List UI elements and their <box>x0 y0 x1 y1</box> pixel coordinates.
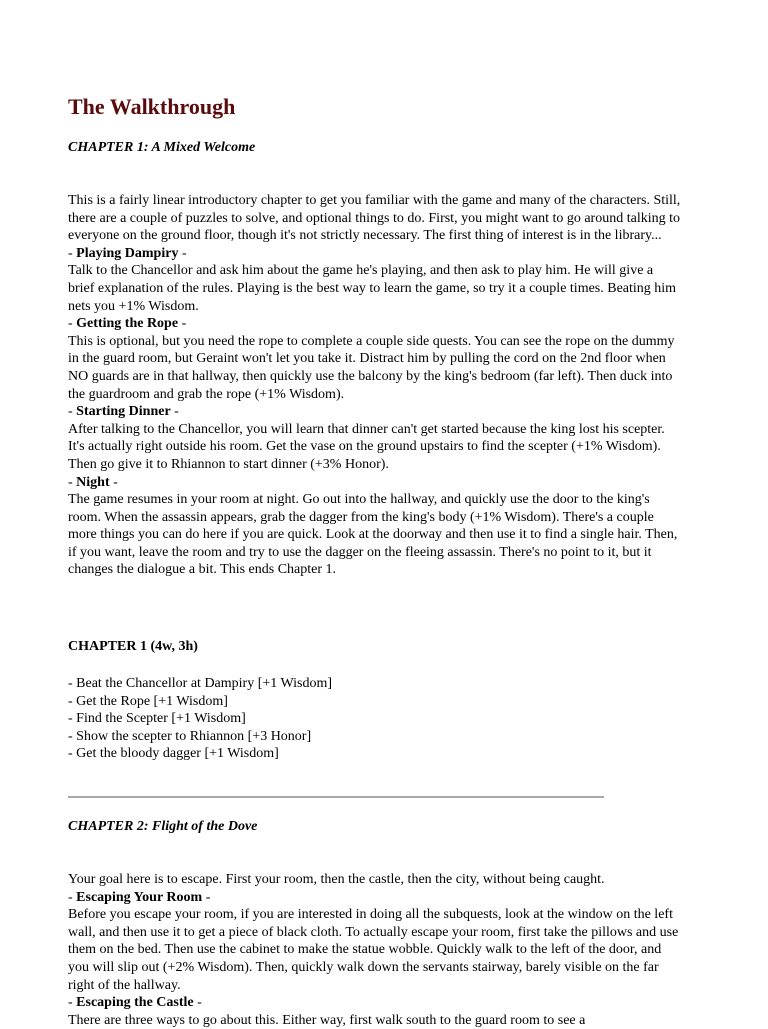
list-item: - Get the Rope [+1 Wisdom] <box>68 693 228 709</box>
section-text: This is optional, but you need the rope to complete a couple side quests. You can see the rope on the dummy in the guard room, but Geraint won't let you take it. Distract him by pulling the cord on the 2nd floor when NO guards are in that hallway, then quickly use the balcony by the king's bedroom (far left). Then duck into the guardroom and grab the rope (+1% Wisdom). <box>68 333 675 402</box>
chapter-1-body <box>68 192 683 579</box>
section-header: - Night - <box>68 474 118 490</box>
section-label: Playing Dampiry <box>76 245 179 261</box>
chapter-1-heading: CHAPTER 1: A Mixed Welcome <box>68 140 256 155</box>
chapter-2-intro: Your goal here is to escape. First your room, then the castle, then the city, without being caught. <box>68 872 605 887</box>
chapter-1-summary-title: CHAPTER 1 (4w, 3h) <box>68 639 198 654</box>
chapter-2-heading: CHAPTER 2: Flight of the Dove <box>68 819 258 834</box>
section-label: Getting the Rope <box>76 316 179 332</box>
chapter-1-intro: This is a fairly linear introductory chapter to get you familiar with the game and many of the characters. Still, there are a couple of puzzles to solve, and optional things to do. First, you might want to go around talking to everyone on the ground floor, though it's not strictly necessary. The first thing of interest is in the library... <box>68 193 681 244</box>
section-text: After talking to the Chancellor, you will learn that dinner can't get started because the king lost his scepter. It's actually right outside his room. Get the vase on the ground upstairs to find the scepter (+1% Wisdom). Then go give it to Rhiannon to start dinner (+3% Honor). <box>68 421 665 472</box>
horizontal-divider <box>68 796 604 798</box>
chapter-1-summary-list <box>68 675 332 763</box>
section-header: - Getting the Rope - <box>68 316 187 332</box>
section-text: Talk to the Chancellor and ask him about the game he's playing, and then ask to play him. He will give a brief explanation of the rules. Playing is the best way to learn the game, so try it a couple times. Beating him nets you +1% Wisdom. <box>68 263 677 314</box>
section-label: Starting Dinner <box>76 404 171 420</box>
list-item: - Beat the Chancellor at Dampiry [+1 Wisdom] <box>68 676 333 691</box>
section-label: Escaping the Castle <box>76 995 194 1011</box>
section-label: Escaping Your Room <box>76 889 203 905</box>
section-header: - Escaping the Castle - <box>68 995 202 1011</box>
chapter-2-body <box>68 871 683 1029</box>
list-item: - Show the scepter to Rhiannon [+3 Honor] <box>68 728 312 744</box>
section-header: - Starting Dinner - <box>68 404 179 420</box>
section-text: There are three ways to go about this. Either way, first walk south to the guard room to see a <box>68 1012 586 1028</box>
section-text: Before you escape your room, if you are interested in doing all the subquests, look at the window on the left wall, and then use it to get a piece of black cloth. To actually escape your room, first take the pillows and use them on the bed. Then use the cabinet to make the statue wobble. Quickly walk to the left of the door, and you will slip out (+2% Wisdom). Then, quickly walk down the servants stairway, barely visible on the far right of the hallway. <box>68 907 679 993</box>
section-label: Night <box>76 474 110 490</box>
list-item: - Find the Scepter [+1 Wisdom] <box>68 711 246 727</box>
section-text: The game resumes in your room at night. Go out into the hallway, and quickly use the door to the king's room. When the assassin appears, grab the dagger from the king's body (+1% Wisdom). There's a couple more things you can do here if you are quick. Look at the doorway and then use it to find a single hair. Then, if you want, leave the room and try to use the dagger on the fleeing assassin. There's no point to it, but it changes the dialogue a bit. This ends Chapter 1. <box>68 492 678 578</box>
section-header: - Playing Dampiry - <box>68 245 187 261</box>
page-title: The Walkthrough <box>68 94 236 119</box>
list-item: - Get the bloody dagger [+1 Wisdom] <box>68 746 279 762</box>
section-header: - Escaping Your Room - <box>68 889 211 905</box>
